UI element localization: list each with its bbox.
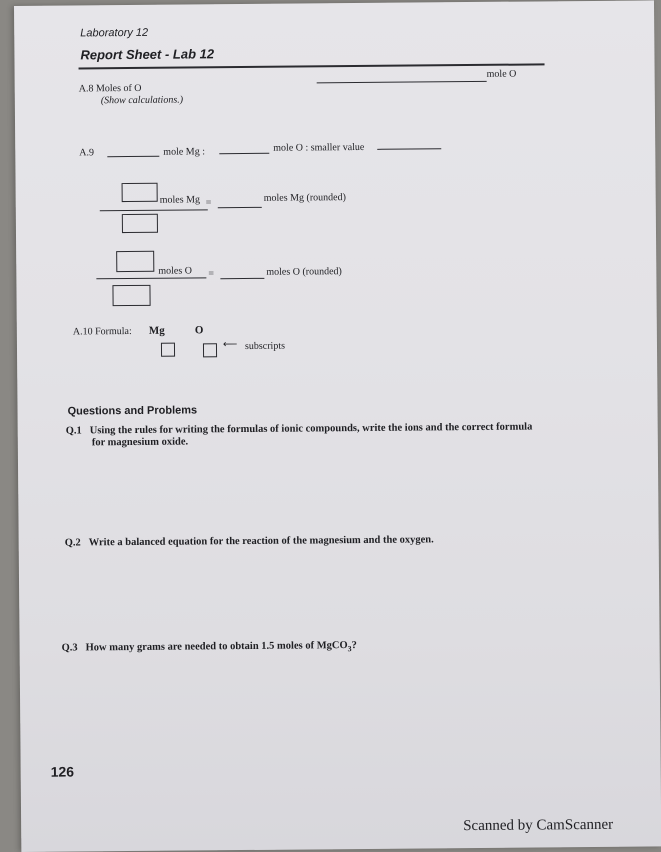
q3-text-main: How many grams are needed to obtain 1.5 moles of MgCO xyxy=(85,640,348,654)
q2-number: Q.2 xyxy=(64,537,81,549)
o-subscript-box[interactable] xyxy=(203,343,217,357)
questions-heading: Questions and Problems xyxy=(67,404,198,418)
mg-subscript-box[interactable] xyxy=(161,343,175,357)
o-numerator-box[interactable] xyxy=(116,251,154,272)
a8-note: (Show calculations.) xyxy=(100,94,184,107)
a9-mole-mg: mole Mg : xyxy=(163,146,205,158)
q2-text: Write a balanced equation for the reaction of the magnesium and the oxygen. xyxy=(88,534,434,549)
q1-number: Q.1 xyxy=(65,425,82,437)
lab-label: Laboratory 12 xyxy=(80,26,149,40)
a9-mg-line[interactable] xyxy=(107,156,159,157)
a9-mole-o: mole O : smaller value xyxy=(273,141,365,154)
q3-subscript: 3 xyxy=(347,644,352,654)
moles-o-label: moles O xyxy=(158,265,192,277)
mg-numerator-box[interactable] xyxy=(122,183,158,202)
formula-mg: Mg xyxy=(148,324,165,337)
left-arrow-icon: ⟵ xyxy=(222,339,238,351)
page-number: 126 xyxy=(50,763,75,780)
moles-mg-label: moles Mg xyxy=(159,194,201,206)
q3-question-mark: ? xyxy=(351,640,357,652)
report-sheet xyxy=(14,0,661,852)
q1-text-line2: for magnesium oxide. xyxy=(91,436,189,449)
q3-text xyxy=(86,640,357,655)
a9-o-line[interactable] xyxy=(219,153,269,154)
o-equals: = xyxy=(208,268,215,280)
moles-o-rounded: moles O (rounded) xyxy=(266,266,342,278)
q3-number: Q.3 xyxy=(61,642,78,654)
a8-answer-line[interactable] xyxy=(317,81,487,83)
title-rule xyxy=(79,63,545,69)
page-title: Report Sheet - Lab 12 xyxy=(80,46,215,63)
o-fraction-bar xyxy=(96,277,206,279)
a9-smaller-value-line[interactable] xyxy=(377,148,441,150)
scanner-watermark: Scanned by CamScanner xyxy=(463,816,614,835)
moles-mg-rounded: moles Mg (rounded) xyxy=(263,192,346,204)
o-rounded-line[interactable] xyxy=(220,278,264,279)
mg-equals: = xyxy=(205,197,212,209)
mg-fraction-bar xyxy=(100,209,208,211)
mg-rounded-line[interactable] xyxy=(218,207,262,208)
a9-label: A.9 xyxy=(79,147,95,159)
a8-unit: mole O xyxy=(486,68,517,80)
subscripts-label: subscripts xyxy=(244,340,286,352)
o-denominator-box[interactable] xyxy=(112,285,150,306)
q1-text-line1: Using the rules for writing the formulas of ionic compounds, write the ions and the correct formula xyxy=(89,421,533,437)
mg-denominator-box[interactable] xyxy=(122,214,158,233)
a8-label: A.8 Moles of O xyxy=(78,82,142,95)
formula-o: O xyxy=(194,324,204,337)
a10-label: A.10 Formula: xyxy=(72,325,132,338)
